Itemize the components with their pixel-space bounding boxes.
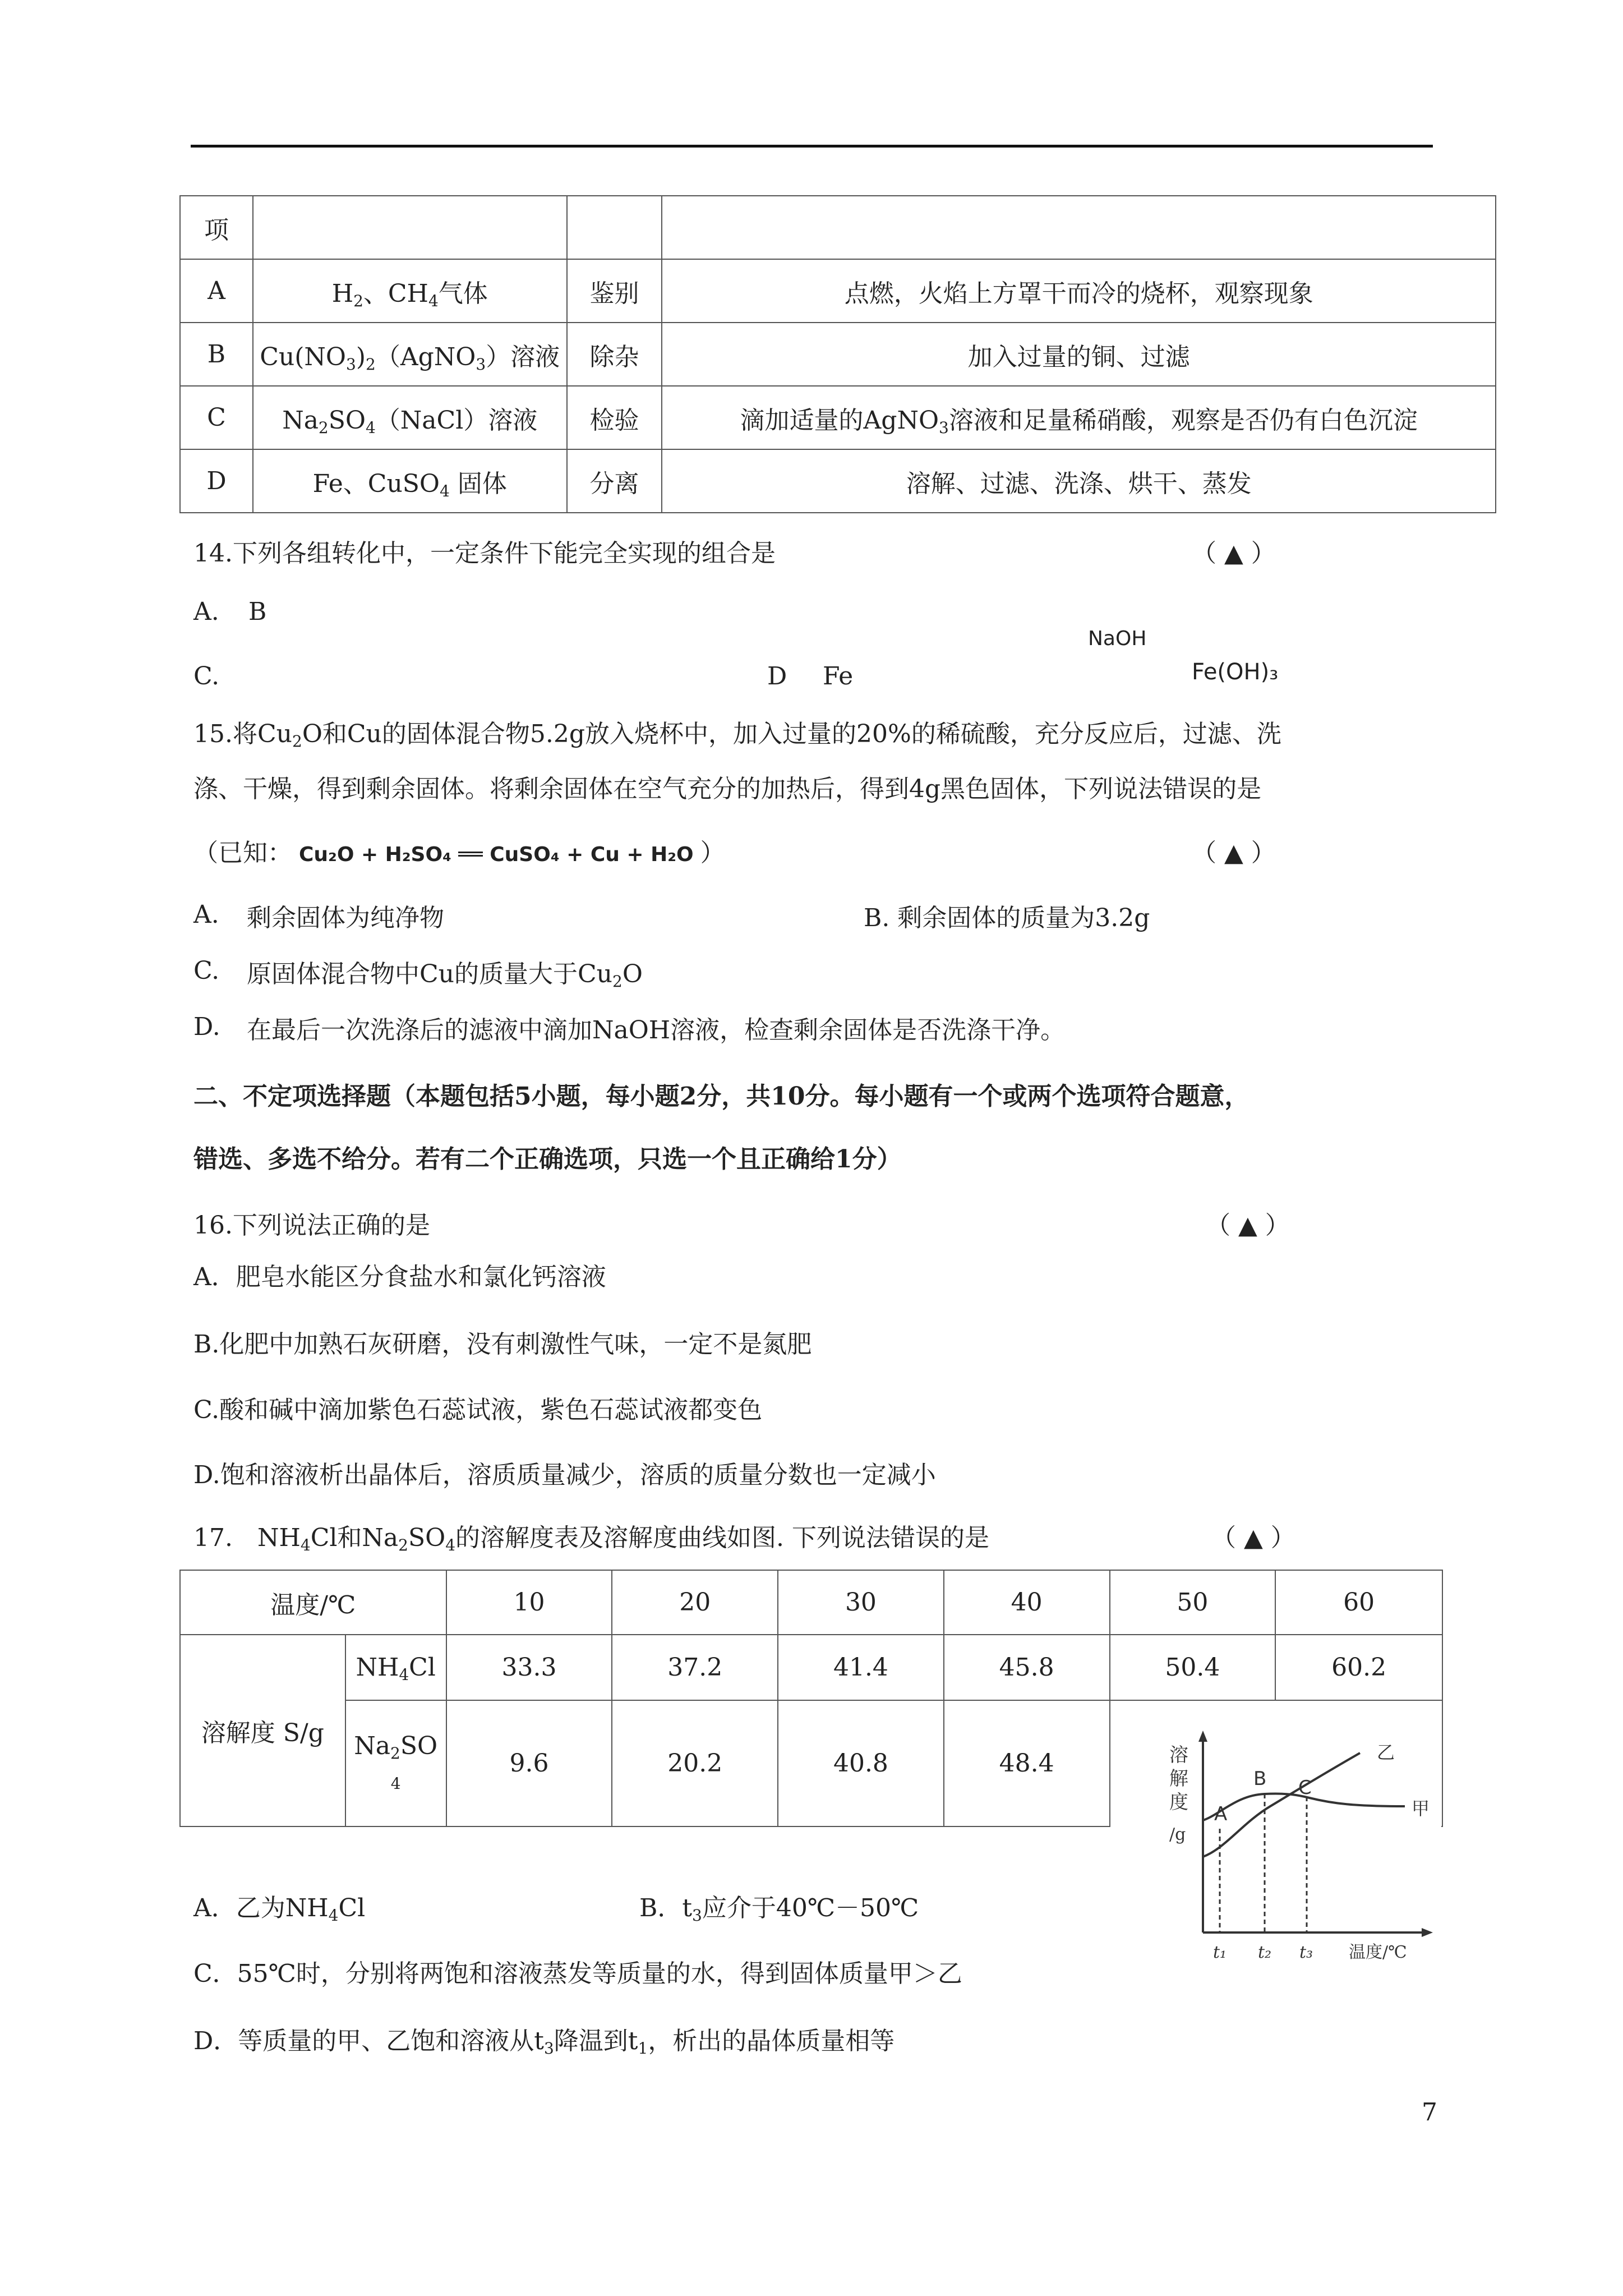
temp-cell: 40 [944, 1570, 1110, 1635]
point-c-label: C [1298, 1777, 1312, 1799]
q14-option-b: B [248, 597, 267, 626]
temp-cell: 10 [446, 1570, 612, 1635]
q14-answer-mark: （ ▲ ） [1192, 539, 1276, 568]
table-header-cell: 项 [180, 196, 253, 259]
curve-yi-label: 乙 [1377, 1742, 1395, 1763]
temp-cell: 30 [778, 1570, 944, 1635]
y-label-4: /g [1169, 1825, 1186, 1844]
table-row [180, 1635, 1442, 1700]
q15-line1: 15.将$Cu_2O$和Cu的固体混合物5.2g放入烧杯中，加入过量的20%的稀硫酸，充分反应后，过滤、洗 [193, 720, 1281, 751]
q17-option-b: B．$t_3$应介于40℃－50℃ [639, 1894, 919, 1925]
solubility-label: 溶解度 S/g [180, 1635, 345, 1826]
q15-option-d: 在最后一次洗涤后的滤液中滴加NaOH溶液，检查剩余固体是否洗涤干净。 [247, 1016, 1066, 1045]
na2so4-label: $Na_2SO$ 4 [345, 1700, 446, 1826]
q16-option-c: C.酸和碱中滴加紫色石蕊试液，紫色石蕊试液都变色 [193, 1396, 763, 1424]
q17-option-d: D．等质量的甲、乙饱和溶液从$t_3$降温到$t_1$，析出的晶体质量相等 [193, 2027, 895, 2058]
page-number: 7 [1422, 2098, 1437, 2127]
value-cell: 9.6 [446, 1700, 612, 1826]
y-label-1: 溶 [1169, 1744, 1188, 1766]
q16-option-b: B.化肥中加熟石灰研磨，没有刺激性气味，一定不是氮肥 [193, 1330, 812, 1359]
value-cell: 37.2 [612, 1635, 778, 1700]
section2-heading-line1: 二、不定项选择题（本题包括5小题，每小题2分，共10分。每小题有一个或两个选项符合题意， [193, 1082, 1249, 1111]
q17-option-c: C．55℃时，分别将两饱和溶液蒸发等质量的水，得到固体质量甲＞乙 [193, 1959, 962, 1988]
table-row [180, 449, 1496, 513]
q17-answer-mark: （ ▲ ） [1211, 1524, 1295, 1552]
q16-stem: 16.下列说法正确的是 [193, 1211, 430, 1240]
q15-equation: Cu₂O + H₂SO₄ ══ CuSO₄ + Cu + H₂O [299, 843, 694, 866]
temp-cell: 50 [1110, 1570, 1276, 1635]
row-purpose: 分离 [567, 449, 662, 513]
value-cell: 50.4 [1110, 1635, 1276, 1700]
value-cell: 60.2 [1275, 1635, 1442, 1700]
temp-label: 温度/℃ [180, 1570, 446, 1635]
t2-label: t₂ [1258, 1943, 1272, 1962]
q14-naoh-label: NaOH [1088, 627, 1147, 650]
table-row [180, 259, 1496, 323]
header-rule [191, 145, 1433, 148]
row-key: C [180, 386, 253, 449]
row-method: 加入过量的铜、过滤 [662, 323, 1496, 386]
y-label-3: 度 [1169, 1791, 1188, 1814]
row-substance: $Na_2SO_4(NaCl)$溶液 [253, 386, 567, 449]
row-method: 点燃，火焰上方罩干而冷的烧杯，观察现象 [662, 259, 1496, 323]
experiment-table [179, 195, 1496, 513]
value-cell: 33.3 [446, 1635, 612, 1700]
q15-option-d-label: D. [193, 1013, 220, 1041]
t3-label: t₃ [1299, 1943, 1313, 1962]
temp-cell: 60 [1275, 1570, 1442, 1635]
row-purpose: 检验 [567, 386, 662, 449]
nh4cl-label: $NH_4Cl$ [345, 1635, 446, 1700]
q15-option-c: 原固体混合物中Cu的质量大于$Cu_2O$ [247, 960, 643, 991]
value-cell: 40.8 [778, 1700, 944, 1826]
q15-line2: 涤、干燥，得到剩余固体。将剩余固体在空气充分的加热后，得到4g黑色固体，下列说法错误的是 [193, 775, 1262, 803]
row-method: 溶解、过滤、洗涤、烘干、蒸发 [662, 449, 1496, 513]
q17-option-a: A．乙为$NH_4Cl$ [193, 1894, 366, 1925]
row-key: A [180, 259, 253, 323]
row-purpose: 鉴别 [567, 259, 662, 323]
point-a-label: A [1214, 1803, 1228, 1825]
q15-known: （已知： Cu₂O + H₂SO₄ ══ CuSO₄ + Cu + H₂O ） [193, 839, 725, 867]
y-label-2: 解 [1169, 1768, 1188, 1790]
temp-cell: 20 [612, 1570, 778, 1635]
value-cell: 48.4 [944, 1700, 1110, 1826]
value-cell: 20.2 [612, 1700, 778, 1826]
row-purpose: 除杂 [567, 323, 662, 386]
q14-feoh3: Fe(OH)₃ [1192, 659, 1279, 685]
q15-answer-mark: （ ▲ ） [1192, 839, 1276, 867]
row-substance: Fe、CuSO$_4$ 固体 [253, 449, 567, 513]
solubility-curve-figure [1147, 1722, 1441, 1969]
row-substance: $Cu(NO_3)_2(AgNO_3)$溶液 [253, 323, 567, 386]
row-key: D [180, 449, 253, 513]
q16-option-a: A．肥皂水能区分食盐水和氯化钙溶液 [193, 1263, 606, 1291]
table-row [180, 386, 1496, 449]
section2-heading-line2: 错选、多选不给分。若有二个正确选项，只选一个且正确给1分） [193, 1145, 902, 1174]
q14-stem: 14.下列各组转化中，一定条件下能完全实现的组合是 [193, 539, 776, 568]
table-row [180, 196, 1496, 259]
row-substance: $H_2$、$CH_4$气体 [253, 259, 567, 323]
x-axis-label: 温度/℃ [1349, 1943, 1407, 1962]
q14-option-c: C. [193, 662, 220, 691]
q16-option-d: D.饱和溶液析出晶体后，溶质质量减少，溶质的质量分数也一定减小 [193, 1461, 936, 1489]
table-row [180, 323, 1496, 386]
row-key: B [180, 323, 253, 386]
q14-option-d: D [767, 662, 787, 691]
row-method: 滴加适量的AgNO$_3$溶液和足量稀硝酸，观察是否仍有白色沉淀 [662, 386, 1496, 449]
point-b-label: B [1253, 1768, 1267, 1790]
q15-option-a: 剩余固体为纯净物 [247, 904, 444, 932]
q17-stem: 17. $NH_4Cl$和$Na_2SO_4$的溶解度表及溶解度曲线如图. 下列说法错误的是 [193, 1524, 990, 1554]
q15-option-c-label: C. [193, 956, 220, 985]
q15-option-b: B. 剩余固体的质量为3.2g [864, 904, 1150, 932]
q15-option-a-label: A. [193, 900, 219, 929]
q14-fe: Fe [823, 662, 854, 691]
table-row [180, 1570, 1442, 1635]
q14-option-a: A. [193, 597, 219, 626]
t1-label: t₁ [1213, 1943, 1227, 1962]
curve-jia-label: 甲 [1412, 1798, 1430, 1819]
value-cell: 41.4 [778, 1635, 944, 1700]
value-cell: 45.8 [944, 1635, 1110, 1700]
q16-answer-mark: （ ▲ ） [1206, 1211, 1290, 1240]
